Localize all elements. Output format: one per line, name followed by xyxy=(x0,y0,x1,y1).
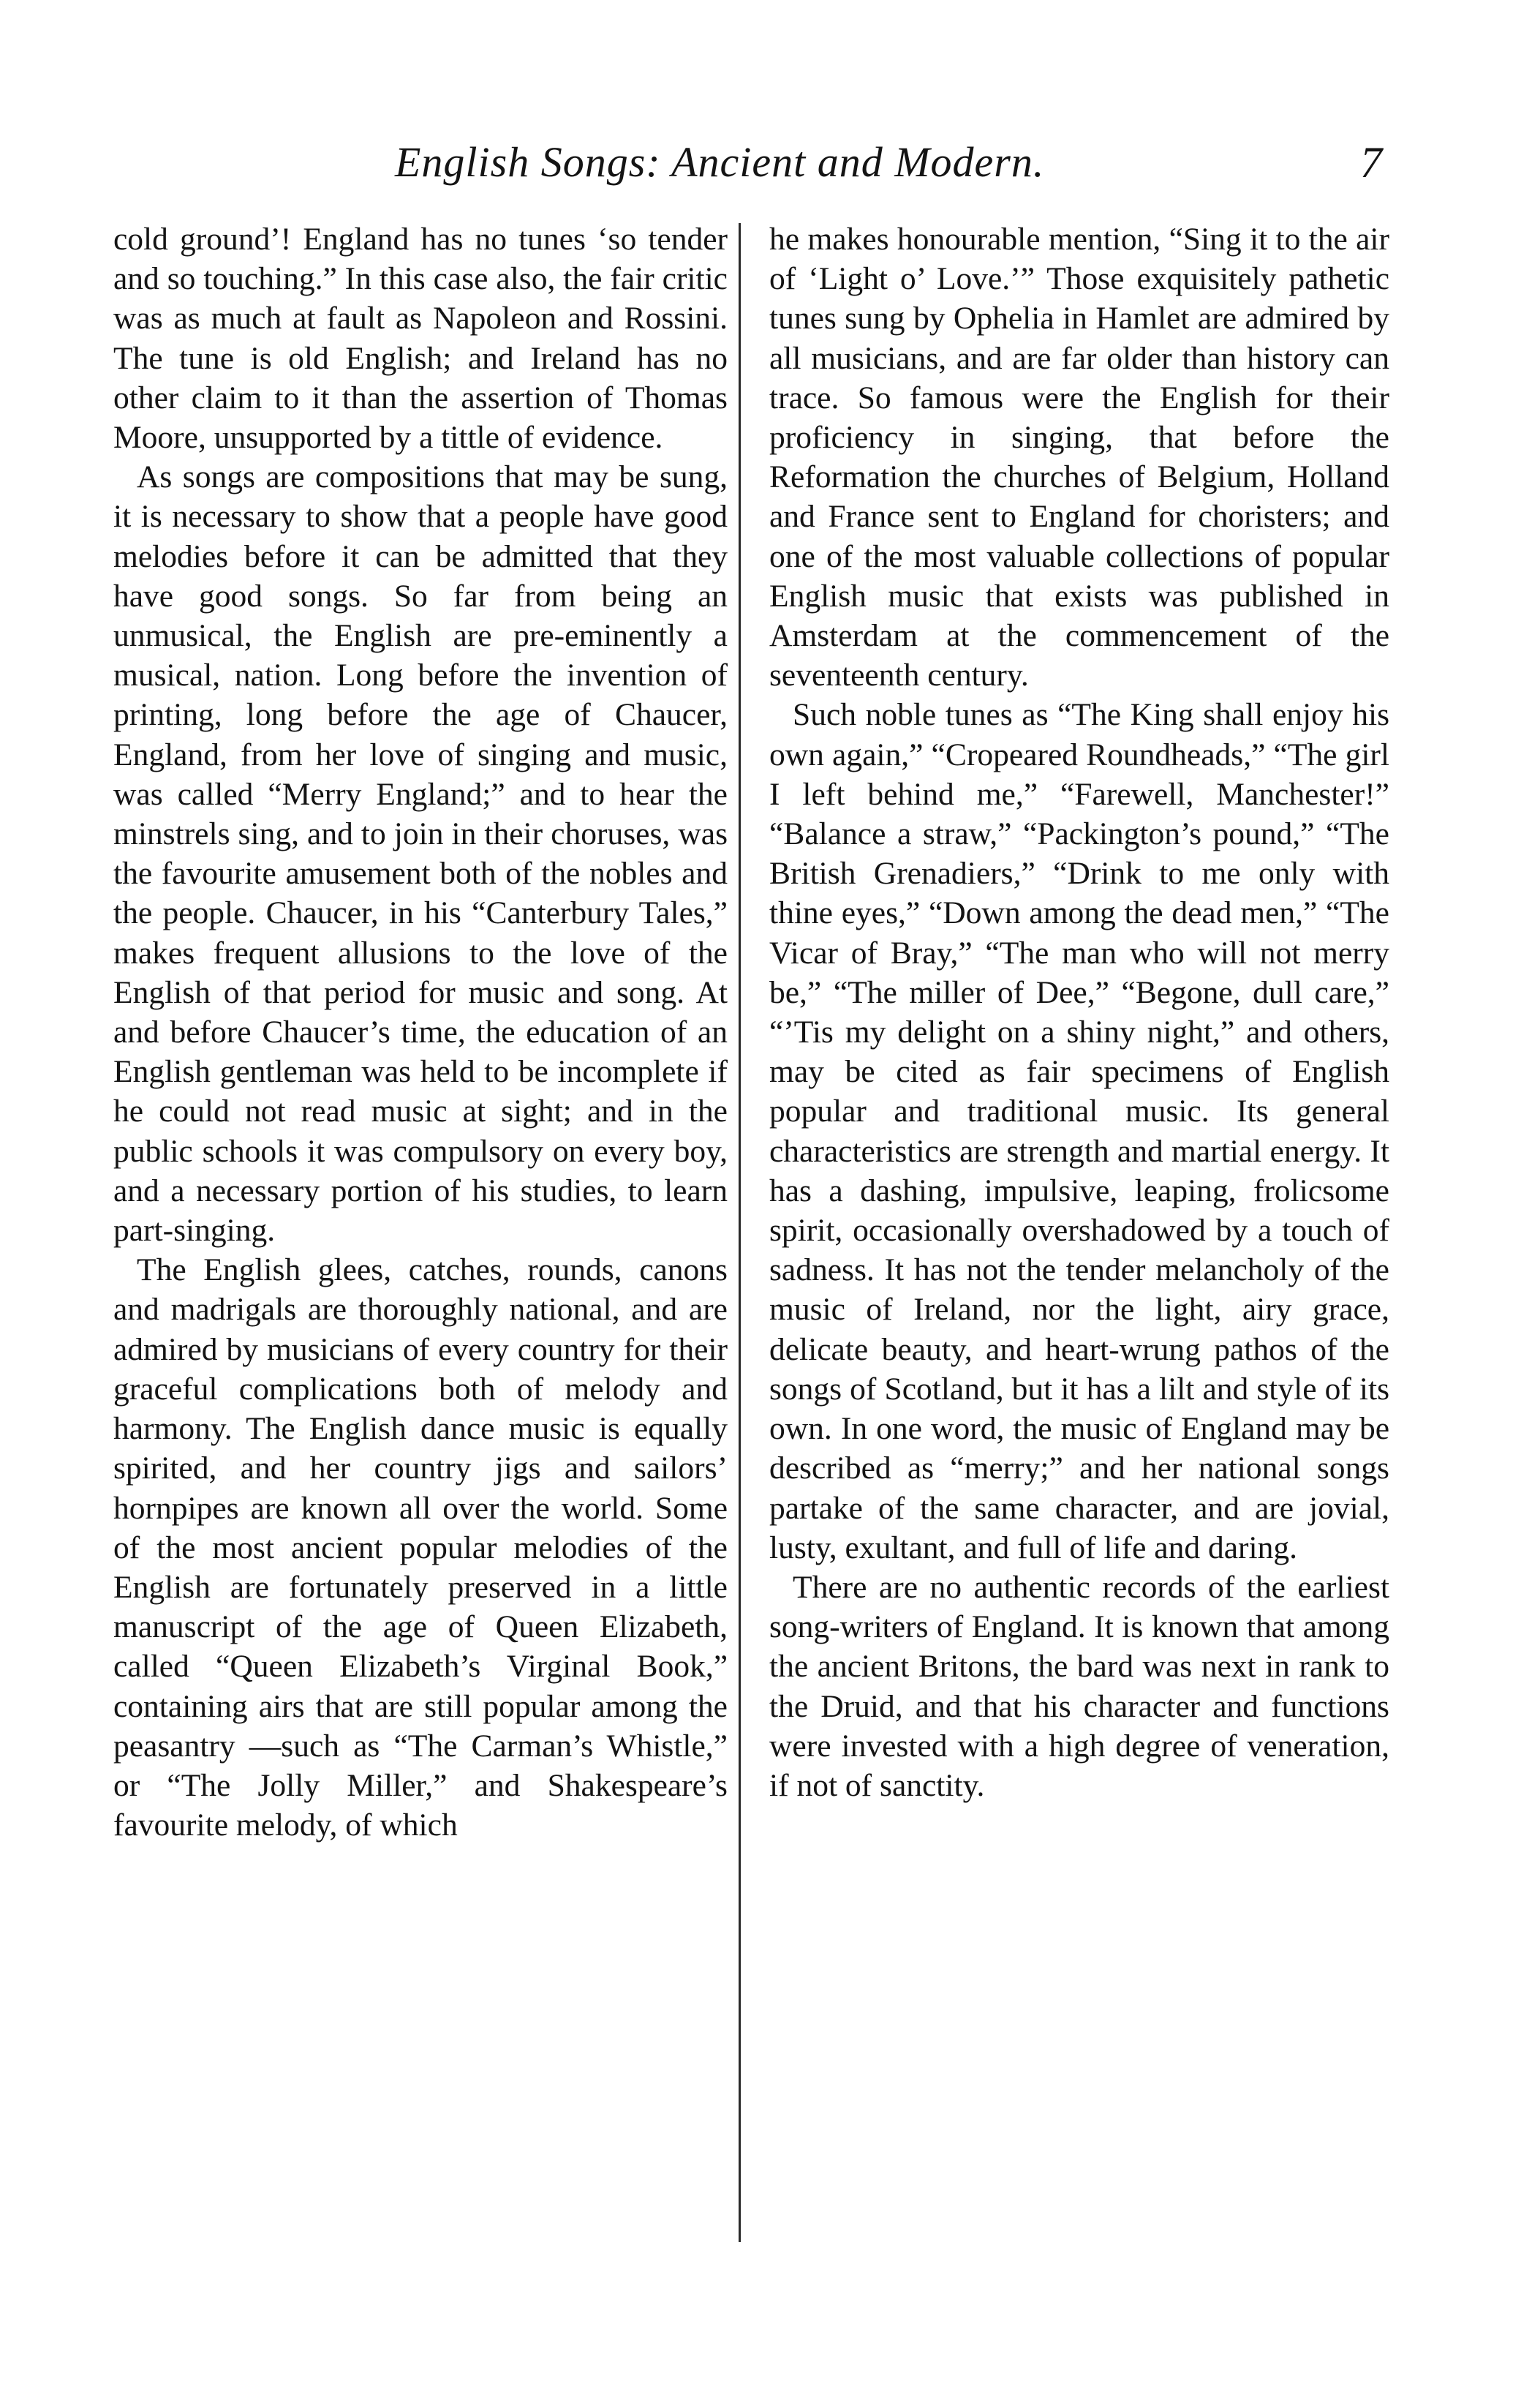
running-head xyxy=(110,138,1382,196)
paragraph: Such noble tunes as “The King shall enjoy his own again,” “Cropeared Roundheads,” “The girl I left behind me,” “Farewell, Manchester!” “Balance a straw,” “Packington’s pound,” “The British Grenadiers,” “Drink to me only with thine eyes,” “Down among the dead men,” “The Vicar of Bray,” “The man who will not merry be,” “The miller of Dee,” “Begone, dull care,” “’Tis my delight on a shiny night,” and others, may be cited as fair specimens of English popular and traditional music. Its general characteristics are strength and martial energy. It has a dashing, impulsive, leaping, frolicsome spirit, occasionally overshadowed by a touch of sadness. It has not the tender melancholy of the music of Ireland, nor the light, airy grace, delicate beauty, and heart-wrung pathos of the songs of Scotland, but it has a lilt and style of its own. In one word, the music of England may be described as “merry;” and her national songs partake of the same character, and are jovial, lusty, exultant, and full of life and daring. xyxy=(769,697,1389,1565)
paragraph: he makes honourable mention, “Sing it to the air of ‘Light o’ Love.’” Those exquisitely pathetic tunes sung by Ophelia in Hamlet are admired by all musicians, and are far older than history can trace. So famous were the English for their proficiency in singing, that before the Reformation the churches of Belgium, Holland and France sent to England for choristers; and one of the most valuable collections of popular English music that exists was published in Amsterdam at the commencement of the seventeenth century. xyxy=(769,222,1389,693)
left-column xyxy=(113,219,728,1845)
paragraph: There are no authentic records of the earliest song-writers of England. It is known that among the ancient Britons, the bard was next in rank to the Druid, and that his character and functions were invested with a high degree of veneration, if not of sanctity. xyxy=(769,1569,1389,1803)
column-divider xyxy=(739,223,741,2242)
right-column xyxy=(769,219,1389,1805)
paragraph: As songs are compositions that may be sung, it is necessary to show that a people have good melodies before it can be admitted that they have good songs. So far from being an unmusical, the English are pre-eminently a musical, nation. Long before the invention of printing, long before the age of Chaucer, England, from her love of singing and music, was called “Merry England;” and to hear the minstrels sing, and to join in their choruses, was the favourite amusement both of the nobles and the people. Chaucer, in his “Canterbury Tales,” makes frequent allusions to the love of the English of that period for music and song. At and before Chaucer’s time, the education of an English gentleman was held to be incomplete if he could not read music at sight; and in the public schools it was compulsory on every boy, and a necessary portion of his studies, to learn part-singing. xyxy=(113,459,728,1249)
running-title: English Songs: Ancient and Modern. xyxy=(395,138,1045,186)
paragraph: The English glees, catches, rounds, canons and madrigals are thoroughly national, and are admired by musicians of every country for their graceful complications both of melody and harmony. The English dance music is equally spirited, and her country jigs and sailors’ hornpipes are known all over the world. Some of the most ancient popular melodies of the English are fortunately preserved in a little manuscript of the age of Queen Elizabeth, called “Queen Elizabeth’s Virginal Book,” containing airs that are still popular among the peasantry —such as “The Carman’s Whistle,” or “The Jolly Miller,” and Shakespeare’s favourite melody, of which xyxy=(113,1252,728,1843)
page-number: 7 xyxy=(1360,138,1382,187)
paragraph: cold ground’! England has no tunes ‘so tender and so touching.” In this case also, the fair critic was as much at fault as Napoleon and Rossini. The tune is old English; and Ireland has no other claim to it than the assertion of Thomas Moore, unsupported by a tittle of evidence. xyxy=(113,222,728,456)
